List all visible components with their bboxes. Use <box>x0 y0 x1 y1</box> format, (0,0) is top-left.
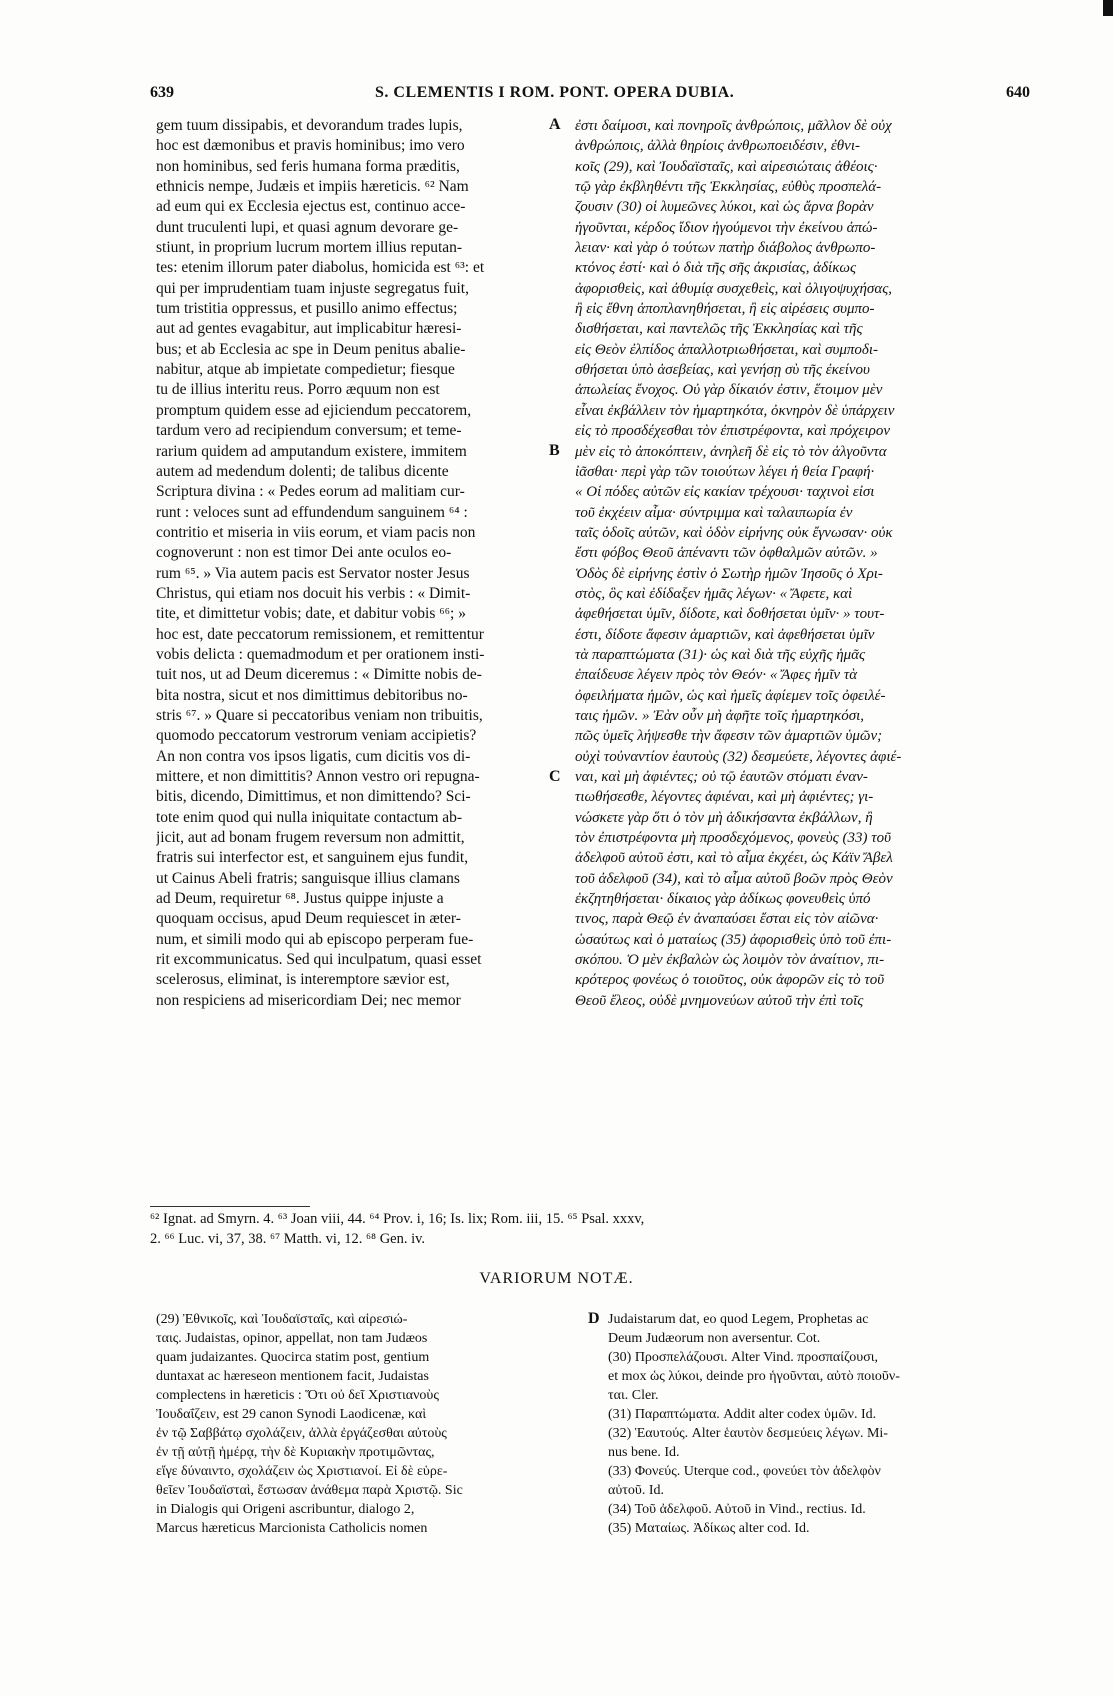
scripture-footnotes <box>150 1209 1030 1249</box>
notes-title: VARIORUM NOTÆ. <box>479 1270 634 1287</box>
scan-edge-mark <box>1103 0 1113 16</box>
latin-text-line: aut ad gentes evagabitur, aut implicabitur hæresi- <box>156 320 462 338</box>
latin-text-line: jicit, aut ad bonam frugem reversum non admittit, <box>156 829 465 847</box>
greek-text-line: σθήσεται ὑπὸ ἀσεβείας, καὶ γενήσῃ σὺ τῆς ἐκείνου <box>575 362 870 379</box>
footnote-line: 2. ⁶⁶ Luc. vi, 37, 38. ⁶⁷ Matth. vi, 12. ⁶⁸ Gen. iv. <box>150 1231 426 1247</box>
footnote-rule <box>150 1206 310 1207</box>
latin-text-line: rarium quidem ad amputandum existere, immitem <box>156 442 467 460</box>
latin-text-line: tes: etenim illorum pater diabolus, homicida est ⁶³: et <box>156 259 485 277</box>
note-line: nus bene. Id. <box>608 1445 680 1460</box>
latin-text-line: mittere, et non dimittitis? Annon vestro ori repugna- <box>156 768 480 785</box>
latin-text-line: tite, et dimittetur vobis; date, et dabitur vobis ⁶⁶; » <box>156 605 466 623</box>
note-line: θεῖεν Ἰουδαϊσταὶ, ἔστωσαν ἀνάθεμα παρὰ Χριστῷ. Sic <box>156 1483 463 1498</box>
greek-text-line: σκόπου. Ὁ μὲν ἐκβαλὼν ὡς λοιμὸν τὸν ἀναίτιον, πι- <box>575 952 885 969</box>
latin-text-line: rit excommunicatus. Sed qui inculpatum, quasi esset <box>156 951 482 969</box>
note-line: ταις. Judaistas, opinor, appellat, non tam Judæos <box>156 1331 428 1346</box>
latin-text-line: runt : veloces sunt ad effundendum sanguinem ⁶⁴ : <box>156 503 468 521</box>
greek-text-line: ἐστι δαίμοσι, καὶ πονηροῖς ἀνθρώποις, μᾶλλον δὲ οὐχ <box>575 118 892 134</box>
note-line: in Dialogis qui Origeni ascribuntur, dialogo 2, <box>156 1502 415 1517</box>
greek-text-line: Θεοῦ ἔλεος, οὐδὲ μνημονεύων αὐτοῦ τὴν ἐπὶ τοῖς <box>575 992 864 1009</box>
margin-marker-c: C <box>549 768 561 785</box>
running-header <box>150 84 1030 106</box>
latin-text-line: rum ⁶⁵. » Via autem pacis est Servator noster Jesus <box>156 564 470 582</box>
latin-text-line: promptum quidem esse ad ejiciendum peccatorem, <box>156 401 472 419</box>
greek-text-line: τιωθήσεσθε, λέγοντες ἀφιέναι, καὶ μὴ ἀφιέντες; γι- <box>575 789 874 806</box>
greek-text-line: κρότερος φονέως ὁ τοιοῦτος, οὐκ ἀφορῶν εἰς τὸ τοῦ <box>575 972 885 989</box>
greek-text-line: ἀδελφοῦ αὐτοῦ ἐστι, καὶ τὸ αἷμα ἐκχέει, ὡς Κάϊν Ἄβελ <box>575 850 893 867</box>
greek-text-line: ἢ εἰς ἔθνη ἀποπλανηθήσεται, ἢ εἰς αἱρέσεις συμπο- <box>575 301 875 318</box>
greek-text-line: τοῦ ἐκχέειν αἷμα· σύντριμμα καὶ ταλαιπωρία ἐν <box>575 504 853 521</box>
note-line: quam judaizantes. Quocirca statim post, gentium <box>156 1350 430 1365</box>
latin-text-line: gem tuum dissipabis, et devorandum trades lupis, <box>156 117 463 134</box>
note-line: ἐν τῇ αὐτῇ ἡμέρᾳ, τὴν δὲ Κυριακὴν προτιμῶντας, <box>156 1445 435 1460</box>
greek-text-line: τὰ παραπτώματα (31)· ὡς καὶ διὰ τῆς εὐχῆς ἡμᾶς <box>575 646 866 663</box>
note-line: Ἰουδαΐζειν, est 29 canon Synodi Laodicenæ, καὶ <box>156 1407 427 1422</box>
right-page-number: 640 <box>1006 84 1030 101</box>
latin-text-line: vobis delicta : quemadmodum et per orationem insti- <box>156 645 485 663</box>
latin-text-line: fratris sui interfector est, et sanguinem ejus fundit, <box>156 849 469 867</box>
note-line: (34) Τοῦ ἀδελφοῦ. Αὐτοῦ in Vind., rectius. Id. <box>608 1502 866 1517</box>
greek-text-line: ὀφειλήματα ἡμῶν, ὡς καὶ ἡμεῖς ἀφίεμεν τοῖς ὀφειλέ- <box>575 687 886 704</box>
greek-text-line: ἰᾶσθαι· περὶ γὰρ τῶν τοιούτων λέγει ἡ θεία Γραφή· <box>575 463 875 480</box>
latin-text-line: ut Cainus Abeli fratris; sanguisque illius clamans <box>156 869 460 887</box>
greek-text-line: ζουσιν (30) οἱ λυμεῶνες λύκοι, καὶ ὡς ἄρνα βορὰν <box>575 199 874 216</box>
greek-text-line: δισθήσεται, καὶ παντελῶς τῆς Ἐκκλησίας καὶ τῆς <box>575 321 863 338</box>
greek-text-line: τοῦ ἀδελφοῦ (34), καὶ τὸ αἷμα αὐτοῦ βοῶν πρὸς Θεὸν <box>575 870 893 887</box>
latin-text-line: autem ad medendum dolenti; de talibus dicente <box>156 462 449 480</box>
note-line: (29) Ἐθνικοῖς, καὶ Ἰουδαϊσταῖς, καὶ αἱρεσιώ- <box>156 1312 408 1327</box>
margin-marker-d: D <box>588 1310 600 1327</box>
latin-text-line: ad eum qui ex Ecclesia ejectus est, continuo acce- <box>156 198 466 216</box>
greek-text-line: ἔστι φόβος Θεοῦ ἀπέναντι τῶν ὀφθαλμῶν αὐτῶν. » <box>575 545 878 562</box>
greek-text-line: εἶναι ἐκβάλλειν τὸν ἡμαρτηκότα, ὀκνηρὸν δὲ ὑπάρχειν <box>575 402 895 419</box>
greek-text-line: μὲν εἰς τὸ ἀποκόπτειν, ἀνηλεῆ δὲ εἰς τὸ τὸν ἀλγοῦντα <box>575 443 887 460</box>
greek-text-line: ἀνθρώποις, ἀλλὰ θηρίοις ἀνθρωποειδέσιν, ἐθνι- <box>575 138 860 155</box>
greek-text-line: ἐπαίδευσε λέγειν πρὸς τὸν Θεόν· « Ἄφες ἡμῖν τὰ <box>575 667 858 684</box>
note-line: αὐτοῦ. Id. <box>608 1483 664 1498</box>
note-line: ται. Cler. <box>608 1388 659 1403</box>
greek-text-line: λειαν· καὶ γὰρ ὁ τούτων πατὴρ διάβολος ἀνθρωπο- <box>575 240 876 257</box>
margin-marker-a: A <box>549 116 561 133</box>
greek-text-line: ἀφεθήσεται ὑμῖν, δίδοτε, καὶ δοθήσεται ὑμῖν· » τουτ- <box>575 606 885 623</box>
greek-text-line: ἀπωλείας ἔνοχος. Οὐ γὰρ δίκαιόν ἐστιν, ἕτοιμον μὲν <box>575 382 883 399</box>
latin-text-line: num, et simili modo qui ab episcopo perperam fue- <box>156 930 474 948</box>
latin-text-line: tardum vero ad recipiendum conversum; et teme- <box>156 422 462 440</box>
greek-text-line: νώσκετε γὰρ ὅτι ὁ τὸν μὴ ἀδικήσαντα ἐκβάλλων, ἢ <box>575 809 873 826</box>
greek-text-line: έστι, δίδοτε ἄφεσιν ἁμαρτιῶν, καὶ ἀφεθήσεται ὑμῖν <box>575 626 875 643</box>
greek-text-line: ὡσαύτως καὶ ὁ ματαίως (35) ἀφορισθεὶς ὑπὸ τοῦ ἐπι- <box>575 931 892 948</box>
latin-text-line: bita nostra, sicut et nos dimittimus debitoribus no- <box>156 686 468 704</box>
note-line: (32) Ἑαυτούς. Alter ἑαυτὸν δεσμεύεις λέγων. Mi- <box>608 1426 888 1441</box>
latin-text-line: non hominibus, sed feris humana forma præditis, <box>156 157 460 175</box>
latin-text-line: contritio et miseria in viis eorum, et viam pacis non <box>156 523 476 541</box>
greek-text-line: ταις ἡμῶν. » Ἐὰν οὖν μὴ ἀφῆτε τοῖς ἡμαρτηκόσι, <box>575 707 865 724</box>
greek-column <box>575 116 1030 1011</box>
note-line: Deum Judæorum non aversentur. Cot. <box>608 1331 821 1346</box>
latin-text-line: stiunt, in proprium lucrum mortem illius reputan- <box>156 239 463 257</box>
greek-text-line: τῷ γὰρ ἐκβληθέντι τῆς Ἐκκλησίας, εὐθὺς προσπελά- <box>575 179 882 196</box>
greek-text-line: οὐχὶ τοὐναντίον ἑαυτοὺς (32) δεσμεύετε, λέγοντες ἀφιέ- <box>575 748 902 765</box>
greek-text-line: κτόνος ἐστί· καὶ ὁ διὰ τῆς σῆς ἀκρισίας, ἀδίκως <box>575 260 857 277</box>
note-line: (33) Φονεύς. Uterque cod., φονεύει τὸν ἀδελφὸν <box>608 1464 881 1479</box>
latin-text-line: tum tristitia oppressus, et pusillo animo effectus; <box>156 300 458 318</box>
latin-text-line: qui per imprudentiam tuam injuste segregatus fuit, <box>156 279 469 297</box>
latin-text-line: tuit nos, ut ad Deum diceremus : « Dimitte nobis de- <box>156 666 482 684</box>
greek-text-line: Ὁδὸς δὲ εἰρήνης ἐστὶν ὁ Σωτὴρ ἡμῶν Ἰησοῦς ὁ Χρι- <box>575 565 883 582</box>
note-line: εἴγε δύναιντο, σχολάζειν ὡς Χριστιανοί. Εἰ δὲ εὑρε- <box>156 1464 448 1479</box>
latin-text-line: nabitur, atque ab impietate compedietur; fiesque <box>156 361 455 379</box>
note-line: (31) Παραπτώματα. Addit alter codex ὑμῶν. Id. <box>608 1407 877 1422</box>
note-line: ἐν τῷ Σαββάτῳ σχολάζειν, ἀλλὰ ἐργάζεσθαι αὐτοὺς <box>156 1426 447 1441</box>
greek-text-line: τὸν ἐπιστρέφοντα μὴ προσδεχόμενος, φονεὺς (33) τοῦ <box>575 830 891 847</box>
greek-text-line: ἡγοῦνται, κέρδος ἴδιον ἡγούμενοι τὴν ἐκείνου ἀπώ- <box>575 219 878 236</box>
greek-text-line: ἐκζητηθήσεται· δίκαιος γὰρ ἀδίκως φονευθεὶς ὑπό <box>575 891 871 908</box>
note-line: Judaistarum dat, eo quod Legem, Prophetas ac <box>608 1312 869 1327</box>
note-line: et mox ὡς λύκοι, deinde pro ἡγοῦνται, αὐτὸ ποιοῦν- <box>608 1369 900 1384</box>
latin-text-line: bitis, dicendo, Dimittimus, et non dimittendo? Sci- <box>156 788 471 806</box>
running-title: S. CLEMENTIS I ROM. PONT. OPERA DUBIA. <box>375 84 735 101</box>
note-line: duntaxat ac hæreseon mentionem facit, Judaistas <box>156 1369 429 1384</box>
latin-text-line: quoquam occisus, apud Deum requiescet in æter- <box>156 910 461 928</box>
greek-text-line: « Οἱ πόδες αὐτῶν εἰς κακίαν τρέχουσι· ταχινοὶ εἰσι <box>575 484 875 501</box>
greek-text-line: εἰς τὸ προσδέχεσθαι τὸν ἐπιστρέφοντα, καὶ πρόχειρον <box>575 423 890 440</box>
latin-text-line: bus; et ab Ecclesia ac spe in Deum penitus abalie- <box>156 340 466 358</box>
latin-text-line: hoc est dæmonibus et pravis hominibus; imo vero <box>156 137 465 155</box>
latin-text-line: An non contra vos ipsos ligatis, cum dicitis vos di- <box>156 747 471 765</box>
note-line: complectens in hæreticis : Ὅτι οὐ δεῖ Χριστιανοὺς <box>156 1388 439 1403</box>
left-page-number: 639 <box>150 84 174 101</box>
footnote-line: ⁶² Ignat. ad Smyrn. 4. ⁶³ Joan viii, 44. ⁶⁴ Prov. i, 16; Is. lix; Rom. iii, 15. ⁶⁵ Psal. xxxv, <box>150 1211 645 1227</box>
greek-text-line: κοῖς (29), καὶ Ἰουδαϊσταῖς, καὶ αἱρεσιώταις ἀθέοις· <box>575 158 878 175</box>
notes-left-column <box>156 1310 576 1538</box>
latin-text-line: tote enim quod qui nulla iniquitate contactum ab- <box>156 808 463 826</box>
latin-column <box>156 116 564 1011</box>
greek-text-line: ταῖς ὁδοῖς αὐτῶν, καὶ ὁδὸν εἰρήνης οὐκ ἔγνωσαν· οὐκ <box>575 524 893 541</box>
latin-text-line: quomodo peccatorum vestrorum veniam accipietis? <box>156 727 477 745</box>
latin-text-line: hoc est, date peccatorum remissionem, et remittentur <box>156 625 484 643</box>
note-line: (35) Ματαίως. Ἀδίκως alter cod. Id. <box>608 1521 810 1536</box>
greek-text-line: ἀφορισθεὶς, καὶ ἀθυμίᾳ συσχεθεὶς, καὶ ὀλιγοψυχήσας, <box>575 280 893 297</box>
notes-right-column <box>608 1310 1030 1538</box>
latin-text-line: stris ⁶⁷. » Quare si peccatoribus veniam non tribuitis, <box>156 706 483 724</box>
latin-text-line: Christus, qui etiam nos docuit his verbis : « Dimit- <box>156 584 471 602</box>
latin-text-line: tu de illius interitu reus. Porro æquum non est <box>156 381 440 399</box>
latin-text-line: dunt truculenti lupi, et quasi agnum devorare ge- <box>156 218 459 236</box>
greek-text-line: τινος, παρὰ Θεῷ ἐν ἀναπαύσει ἔσται εἰς τὸν αἰῶνα· <box>575 911 879 928</box>
latin-text-line: ethnicis nempe, Judæis et impiis hæreticis. ⁶² Nam <box>156 178 469 196</box>
greek-text-line: στὸς, ὃς καὶ ἐδίδαξεν ἡμᾶς λέγων· « Ἄφετε, καὶ <box>575 585 853 602</box>
note-line: (30) Προσπελάζουσι. Alter Vind. προσπαίζουσι, <box>608 1350 879 1365</box>
note-line: Marcus hæreticus Marcionista Catholicis nomen <box>156 1521 428 1536</box>
latin-text-line: scelerosus, eliminat, is interemptore sævior est, <box>156 971 450 989</box>
latin-text-line: ad Deum, requiretur ⁶⁸. Justus quippe injuste a <box>156 890 444 908</box>
latin-text-line: non respiciens ad misericordiam Dei; nec memor <box>156 991 461 1009</box>
latin-text-line: cognoverunt : non est timor Dei ante oculos eo- <box>156 544 452 562</box>
latin-text-line: Scriptura divina : « Pedes eorum ad malitiam cur- <box>156 483 465 501</box>
greek-text-line: πῶς ὑμεῖς λήψεσθε τὴν ἄφεσιν τῶν ἁμαρτιῶν ὑμῶν; <box>575 728 883 745</box>
margin-marker-b: B <box>549 442 560 459</box>
greek-text-line: ναι, καὶ μὴ ἀφιέντες; οὐ τῷ ἑαυτῶν στόματι ἐναν- <box>575 769 868 785</box>
greek-text-line: εἰς Θεὸν ἐλπίδος ἀπαλλοτριωθήσεται, καὶ συμποδι- <box>575 341 879 358</box>
